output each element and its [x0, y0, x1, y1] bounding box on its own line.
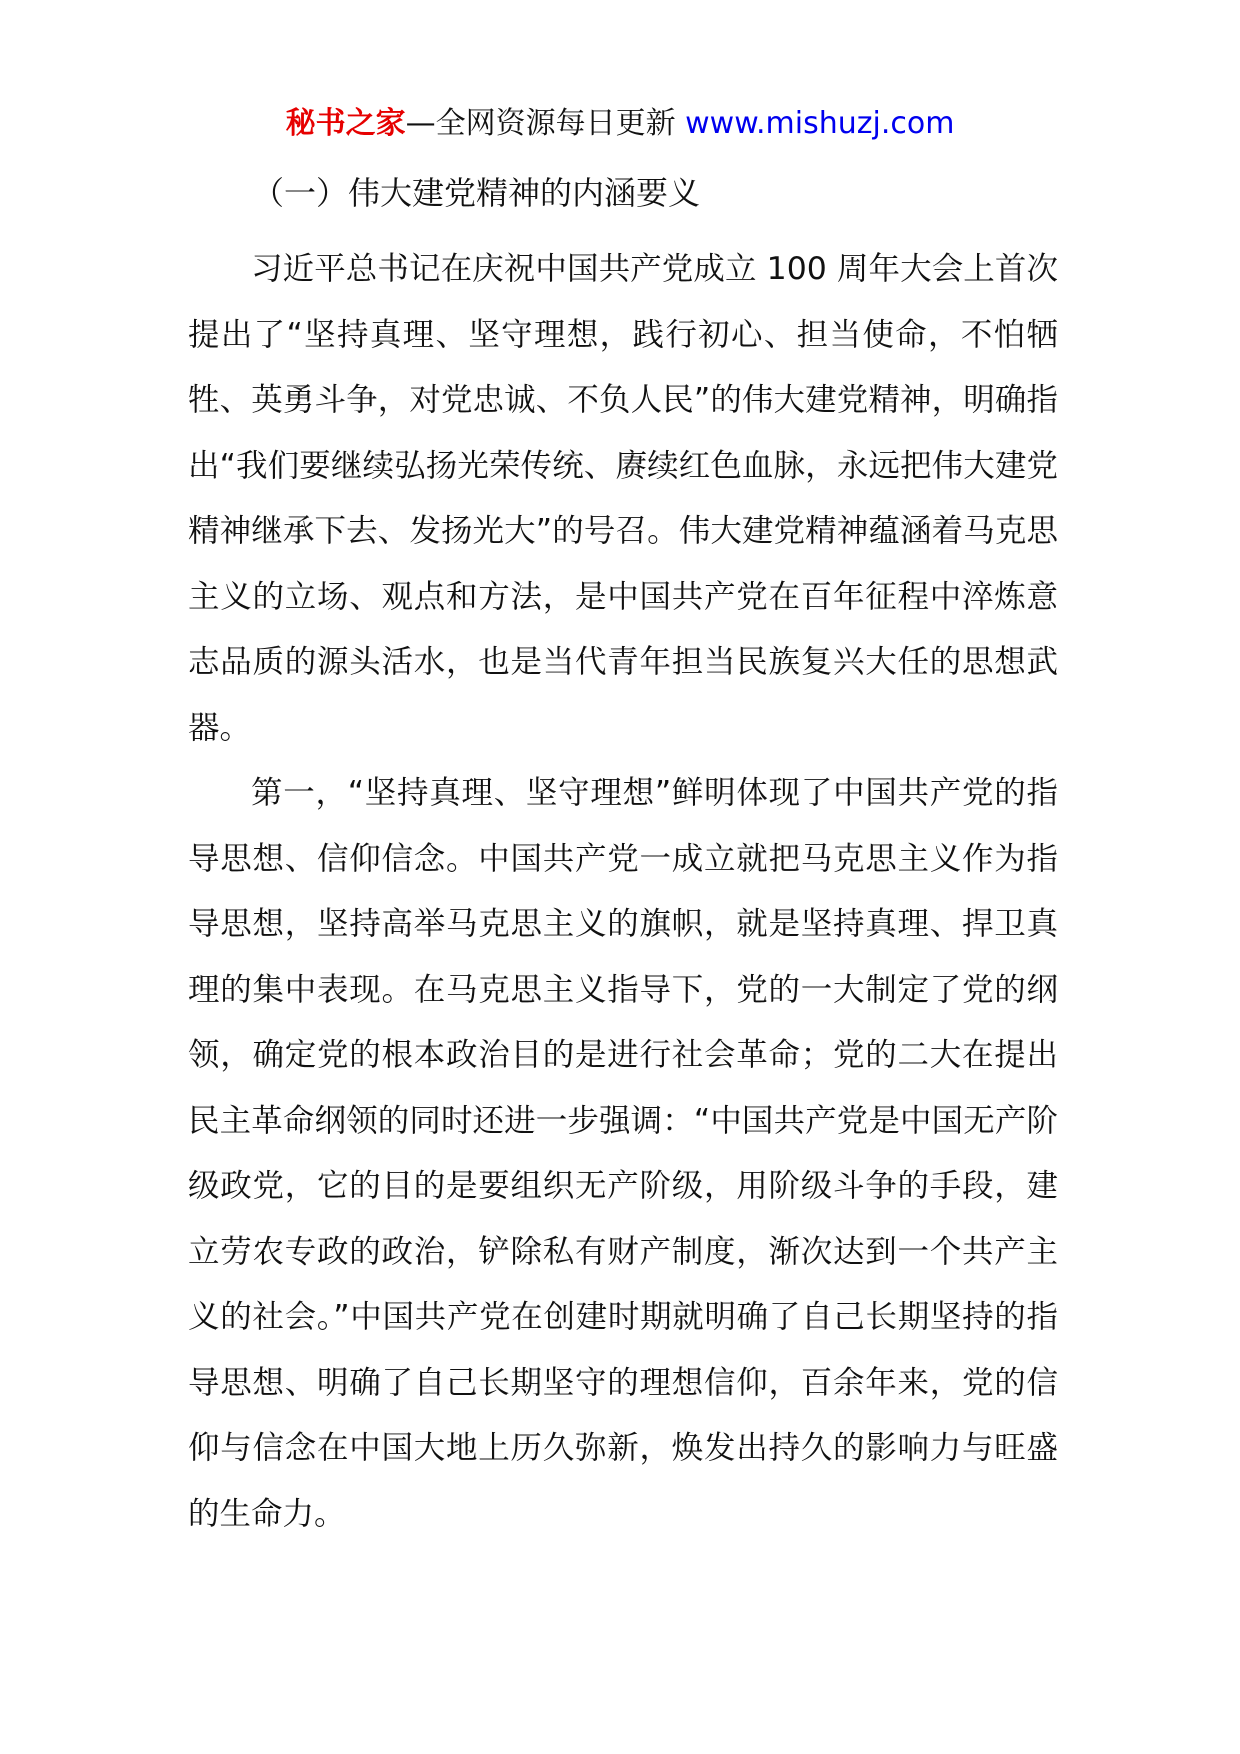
brand-name: 秘书之家	[285, 106, 406, 141]
page-header	[0, 100, 1240, 148]
paragraph-intro: 习近平总书记在庆祝中国共产党成立 100 周年大会上首次提出了“坚持真理、坚守理想，践行初心、担当使命，不怕牺牲、英勇斗争，对党忠诚、不负人民”的伟大建党精神，明确指出“我们要继续弘扬光荣传统、赓续红色血脉，永远把伟大建党精神继承下去、发扬光大”的号召。伟大建党精神蕴涵着马克思主义的立场、观点和方法，是中国共产党在百年征程中淬炼意志品质的源头活水，也是当代青年担当民族复兴大任的思想武器。	[188, 251, 1058, 746]
document-body	[188, 165, 1058, 1547]
section-heading: （一）伟大建党精神的内涵要义	[252, 174, 701, 212]
site-url-link[interactable]: www.mishuzj.com	[685, 106, 955, 141]
paragraph-first-point: 第一，“坚持真理、坚守理想”鲜明体现了中国共产党的指导思想、信仰信念。中国共产党一成立就把马克思主义作为指导思想，坚持高举马克思主义的旗帜，就是坚持真理、捍卫真理的集中表现。在马克思主义指导下，党的一大制定了党的纲领，确定党的根本政治目的是进行社会革命；党的二大在提出民主革命纲领的同时还进一步强调：“中国共产党是中国无产阶级政党，它的目的是要组织无产阶级，用阶级斗争的手段，建立劳农专政的政治，铲除私有财产制度，渐次达到一个共产主义的社会。”中国共产党在创建时期就明确了自己长期坚持的指导思想、明确了自己长期坚守的理想信仰，百余年来，党的信仰与信念在中国大地上历久弥新，焕发出持久的影响力与旺盛的生命力。	[188, 775, 1058, 1532]
header-tagline: —全网资源每日更新	[405, 106, 686, 141]
